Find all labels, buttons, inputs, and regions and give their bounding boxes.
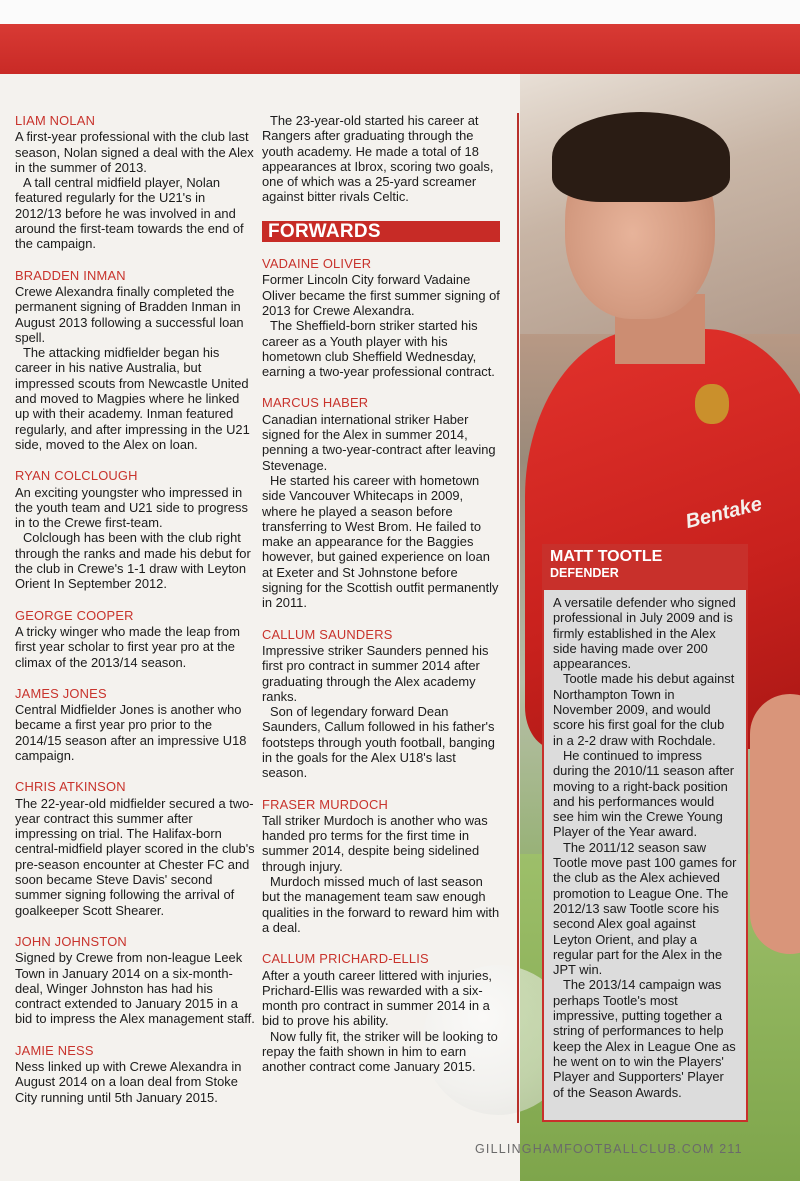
player-name-heading: JAMIE NESS xyxy=(15,1042,94,1058)
player-entry xyxy=(15,1043,255,1105)
player-bio-paragraph: After a youth career littered with injuries, Prichard-Ellis was rewarded with a six-month pro contract in summer 2014 in a bid to prove his ability. xyxy=(262,967,492,1029)
player-bio-paragraph: He started his career with hometown side Vancouver Whitecaps in 2009, where he played a season before transferring to West Brom. He failed to make an appearance for the Baggies however, but gained experience on loan at Exeter and St Johnstone before signing for the Scottish outfit permanently in 2011. xyxy=(262,472,499,611)
player-entry xyxy=(15,608,255,670)
carryover-paragraph: The 23-year-old started his career at Rangers after graduating through the youth academy. He made a total of 18 appearances at Ibrox, scoring two goals, one of which was a 25-yard screamer against bitter rivals Celtic. xyxy=(262,113,494,205)
player-bio-paragraph: Ness linked up with Crewe Alexandra in August 2014 on a loan deal from Stoke City running until 5th January 2015. xyxy=(15,1059,242,1105)
carryover-text-block xyxy=(262,113,500,205)
player-bio-paragraph: Signed by Crewe from non-league Leek Town in January 2014 on a six-month-deal, Winger Johnston has had his contract extended to January 2015 in a bid to impress the Alex management staff. xyxy=(15,950,255,1027)
player-hair xyxy=(552,112,730,202)
player-name-heading: MARCUS HABER xyxy=(262,395,369,411)
player-entry xyxy=(15,268,255,453)
player-name-heading: CALLUM PRICHARD-ELLIS xyxy=(262,951,429,967)
player-bio-paragraph: Murdoch missed much of last season but the management team saw enough qualities in the forward to reward him with a deal. xyxy=(262,874,500,935)
player-entry xyxy=(262,627,500,781)
profile-header xyxy=(542,544,748,588)
profile-paragraph: The 2013/14 campaign was perhaps Tootle's most impressive, putting together a string of performances to help keep the Alex in League One as he went on to win the Players' Player and Supporters' Player of the Season Awards. xyxy=(553,977,736,1100)
player-bio-paragraph: Central Midfielder Jones is another who became a first year pro prior to the 2014/15 season after an impressive U18 campaign. xyxy=(15,702,247,763)
player-bio-paragraph: The attacking midfielder began his career in his native Australia, but impressed scouts from Newcastle United and moved to Magpies where he linked up with their academy. Inman featured regularly, and after impressing in the U21 side, moved to the Alex on loan. xyxy=(15,345,250,452)
player-bio-paragraph: The Sheffield-born striker started his career as a Youth player with his hometown club Sheffield Wednesday, earning a two-year professional contract. xyxy=(262,318,495,380)
player-name-heading: LIAM NOLAN xyxy=(15,113,96,128)
header-red-bar xyxy=(0,24,800,74)
player-name-heading: GEORGE COOPER xyxy=(15,607,134,623)
player-name-heading: VADAINE OLIVER xyxy=(262,256,372,272)
page-top-margin xyxy=(0,0,800,24)
player-bio-paragraph: A tricky winger who made the leap from first year scholar to first year pro at the climax of the 2013/14 season. xyxy=(15,623,240,670)
profile-paragraph: Tootle made his debut against Northampton Town in November 2009, and would score his first goal for the club in a 2-2 draw with Rochdale. xyxy=(553,671,735,748)
player-bio-paragraph: Son of legendary forward Dean Saunders, Callum followed in his father's footsteps through youth football, banging in the goals for the Alex U18's last season. xyxy=(262,704,495,781)
player-entry xyxy=(15,686,255,763)
profile-role: DEFENDER xyxy=(550,566,619,580)
profile-paragraph: The 2011/12 season saw Tootle move past 100 games for the club as the Alex achieved promotion to League One. The 2012/13 saw Tootle score his second Alex goal against Leyton Orient, and play a regular part for the Alex in the JPT win. xyxy=(553,839,737,978)
player-bio-paragraph: Impressive striker Saunders penned his first pro contract in summer 2014 after graduating through the Alex academy ranks. xyxy=(262,642,489,704)
column-left xyxy=(15,113,255,1121)
player-bio-paragraph: The 22-year-old midfielder secured a two-year contract this summer after impressing on trial. The Halifax-born central-midfield player scored in the club's pre-season encounter at Chester FC and soon became Steve Davis' second summer signing following the arrival of goalkeeper Scott Shearer. xyxy=(15,795,255,918)
player-entry xyxy=(15,113,255,252)
player-name-heading: FRASER MURDOCH xyxy=(262,796,388,812)
column-middle xyxy=(262,113,500,1091)
player-bio-paragraph: Colclough has been with the club right through the ranks and made his debut for the club in Crewe's 1-1 draw with Leyton Orient In September 2012. xyxy=(15,530,251,592)
player-bio-paragraph: Tall striker Murdoch is another who was handed pro terms for the first time in summer 2014, despite being sidelined through injury. xyxy=(262,812,488,874)
player-entry xyxy=(15,468,255,591)
forwards-heading: FORWARDS xyxy=(262,221,500,242)
player-name-heading: JOHN JOHNSTON xyxy=(15,933,127,949)
player-name-heading: CHRIS ATKINSON xyxy=(15,779,126,795)
player-bio-paragraph: Crewe Alexandra finally completed the permanent signing of Bradden Inman in August 2013 following a successful loan spell. xyxy=(15,283,244,345)
player-entry xyxy=(262,395,500,610)
player-name-heading: BRADDEN INMAN xyxy=(15,267,126,283)
page-footer: GILLINGHAMFOOTBALLCLUB.COM 211 xyxy=(475,1142,743,1156)
player-bio-paragraph: Now fully fit, the striker will be looking to repay the faith shown in him to earn another contract come January 2015. xyxy=(262,1028,498,1075)
player-arm xyxy=(750,694,800,954)
column-divider xyxy=(517,113,519,1123)
player-bio-paragraph: A first-year professional with the club last season, Nolan signed a deal with the Alex in the summer of 2013. xyxy=(15,129,254,175)
club-badge-icon xyxy=(695,384,729,424)
player-entry xyxy=(15,779,255,918)
player-bio-paragraph: An exciting youngster who impressed in the youth team and U21 side to progress in to the Crewe first-team. xyxy=(15,484,248,531)
player-entry xyxy=(262,951,500,1074)
profile-box xyxy=(542,588,748,1122)
player-bio-paragraph: Canadian international striker Haber signed for the Alex in summer 2014, penning a two-year-contract after leaving Stevenage. xyxy=(262,411,496,473)
profile-paragraph: A versatile defender who signed professional in July 2009 and is firmly established in the Alex side having made over 200 appearances. xyxy=(553,595,736,672)
player-entry xyxy=(262,256,500,379)
profile-name: MATT TOOTLE xyxy=(550,548,663,565)
player-entry xyxy=(262,797,500,936)
player-name-heading: JAMES JONES xyxy=(15,685,107,701)
profile-paragraph: He continued to impress during the 2010/11 season after moving to a right-back position and his performances would see him win the Crewe Young Player of the Year award. xyxy=(553,747,735,840)
player-name-heading: CALLUM SAUNDERS xyxy=(262,626,393,642)
player-bio-paragraph: Former Lincoln City forward Vadaine Oliver became the first summer signing of 2013 for Crewe Alexandra. xyxy=(262,272,500,318)
forwards-list xyxy=(262,256,500,1075)
player-name-heading: RYAN COLCLOUGH xyxy=(15,468,138,484)
player-entry xyxy=(15,934,255,1027)
shirt-sponsor: Bentake xyxy=(683,492,765,534)
player-bio-paragraph: A tall central midfield player, Nolan featured regularly for the U21's in 2012/13 before he was involved in and around the first-team towards the end of the campaign. xyxy=(15,175,244,252)
